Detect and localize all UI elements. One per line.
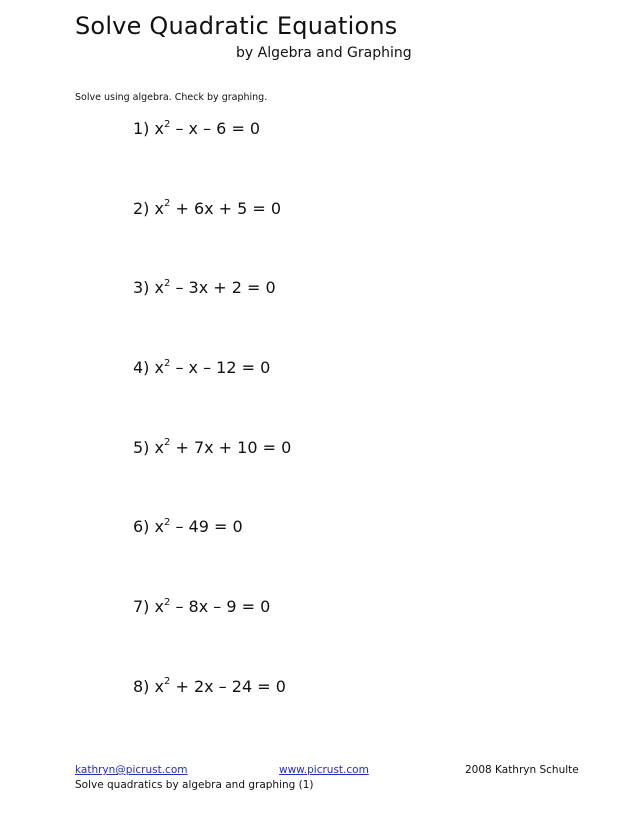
problem-number: 3) (133, 278, 150, 298)
problem-number: 6) (133, 517, 150, 537)
problem-list (133, 117, 291, 755)
problem-item (133, 117, 291, 197)
copyright-text: 2008 Kathryn Schulte (465, 764, 579, 776)
problem-expression: + 6x + 5 = 0 (170, 198, 282, 218)
problem-variable: x (154, 198, 164, 218)
problem-item (133, 436, 291, 516)
problem-number: 2) (133, 198, 150, 218)
problem-expression: – 49 = 0 (170, 517, 243, 537)
problem-exponent: 2 (163, 278, 171, 290)
problem-expression: + 2x – 24 = 0 (170, 676, 286, 696)
page-title: Solve Quadratic Equations (75, 12, 398, 40)
page-subtitle: by Algebra and Graphing (236, 45, 412, 61)
problem-variable: x (154, 517, 164, 537)
problem-variable: x (154, 676, 164, 696)
website-link[interactable]: www.picrust.com (279, 764, 369, 776)
author-email-link[interactable]: kathryn@picrust.com (75, 764, 188, 776)
problem-exponent: 2 (163, 517, 171, 529)
problem-variable: x (154, 597, 164, 617)
problem-number: 8) (133, 676, 150, 696)
problem-expression: – x – 12 = 0 (170, 358, 271, 378)
instructions: Solve using algebra. Check by graphing. (75, 92, 268, 103)
problem-item (133, 675, 291, 755)
problem-exponent: 2 (163, 676, 171, 688)
problem-item (133, 515, 291, 595)
problem-number: 5) (133, 437, 150, 457)
problem-number: 1) (133, 119, 150, 138)
problem-exponent: 2 (163, 357, 171, 369)
problem-expression: – x – 6 = 0 (170, 119, 261, 138)
problem-variable: x (154, 437, 164, 457)
problem-exponent: 2 (163, 596, 171, 608)
problem-expression: – 3x + 2 = 0 (170, 278, 276, 298)
problem-item (133, 356, 291, 436)
problem-item (133, 276, 291, 356)
problem-exponent: 2 (163, 437, 171, 449)
problem-item (133, 197, 291, 277)
problem-variable: x (154, 119, 164, 138)
problem-variable: x (154, 358, 164, 378)
problem-exponent: 2 (163, 198, 171, 210)
worksheet-caption: Solve quadratics by algebra and graphing (1) (75, 779, 314, 791)
problem-number: 7) (133, 597, 150, 617)
problem-item (133, 595, 291, 675)
problem-number: 4) (133, 358, 150, 378)
problem-exponent: 2 (163, 118, 171, 130)
problem-expression: – 8x – 9 = 0 (170, 597, 271, 617)
problem-expression: + 7x + 10 = 0 (170, 437, 292, 457)
problem-variable: x (154, 278, 164, 298)
